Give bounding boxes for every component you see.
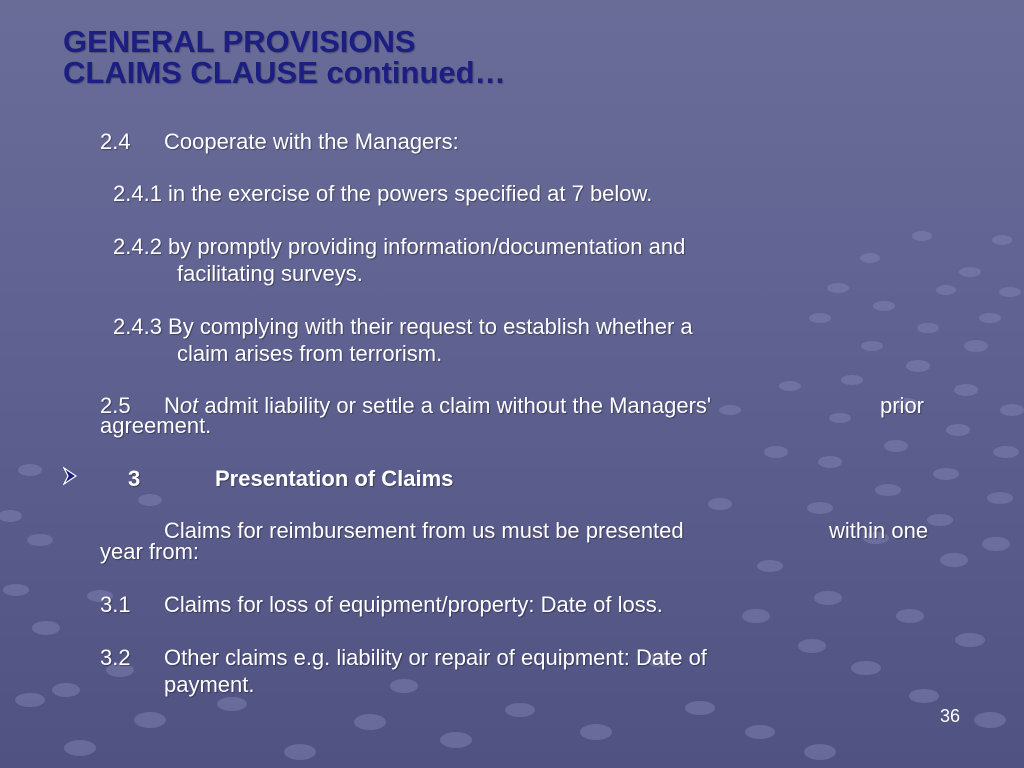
item-2-5-prior: prior <box>880 393 925 418</box>
item-2-4-2-line-1: 2.4.2 by promptly providing information/documentation and <box>113 234 686 259</box>
item-3-1-text: Claims for loss of equipment/property: Date of loss. <box>164 592 663 617</box>
item-2-5-text <box>164 393 711 419</box>
arrowhead-bullet-icon <box>63 466 77 486</box>
item-2-4-2-line-2: facilitating surveys. <box>177 261 363 286</box>
item-2-5-ot: ot <box>179 393 199 418</box>
item-2-4-3-line-1: 2.4.3 By complying with their request to establish whether a <box>113 314 693 339</box>
section-3-number: 3 <box>128 466 141 491</box>
item-2-5-n: N <box>164 393 180 418</box>
section-3-intro-line-1a: Claims for reimbursement from us must be presented <box>164 518 684 543</box>
item-2-5-number: 2.5 <box>100 393 131 418</box>
section-3-intro-line-1b: within one <box>829 518 929 543</box>
item-2-4-3-line-2: claim arises from terrorism. <box>177 341 443 366</box>
item-3-2-number: 3.2 <box>100 645 131 670</box>
title-line-1: GENERAL PROVISIONS <box>63 24 416 59</box>
page-number: 36 <box>939 706 960 726</box>
item-2-5-line-2: agreement. <box>100 413 212 438</box>
item-2-4-number: 2.4 <box>100 129 131 154</box>
slide-title <box>63 26 506 88</box>
item-2-4-text: Cooperate with the Managers: <box>164 129 459 154</box>
item-3-1-number: 3.1 <box>100 592 131 617</box>
item-3-2-line-2: payment. <box>164 672 255 697</box>
item-2-4-1-text: 2.4.1 in the exercise of the powers specified at 7 below. <box>113 181 653 206</box>
item-3-2-line-1: Other claims e.g. liability or repair of equipment: Date of <box>164 645 707 670</box>
section-3-intro-line-2: year from: <box>100 539 200 564</box>
item-2-5-rest: admit liability or settle a claim without the Managers' <box>198 393 712 418</box>
title-line-2: CLAIMS CLAUSE continued… <box>63 55 506 90</box>
section-3-heading: Presentation of Claims <box>215 466 454 491</box>
